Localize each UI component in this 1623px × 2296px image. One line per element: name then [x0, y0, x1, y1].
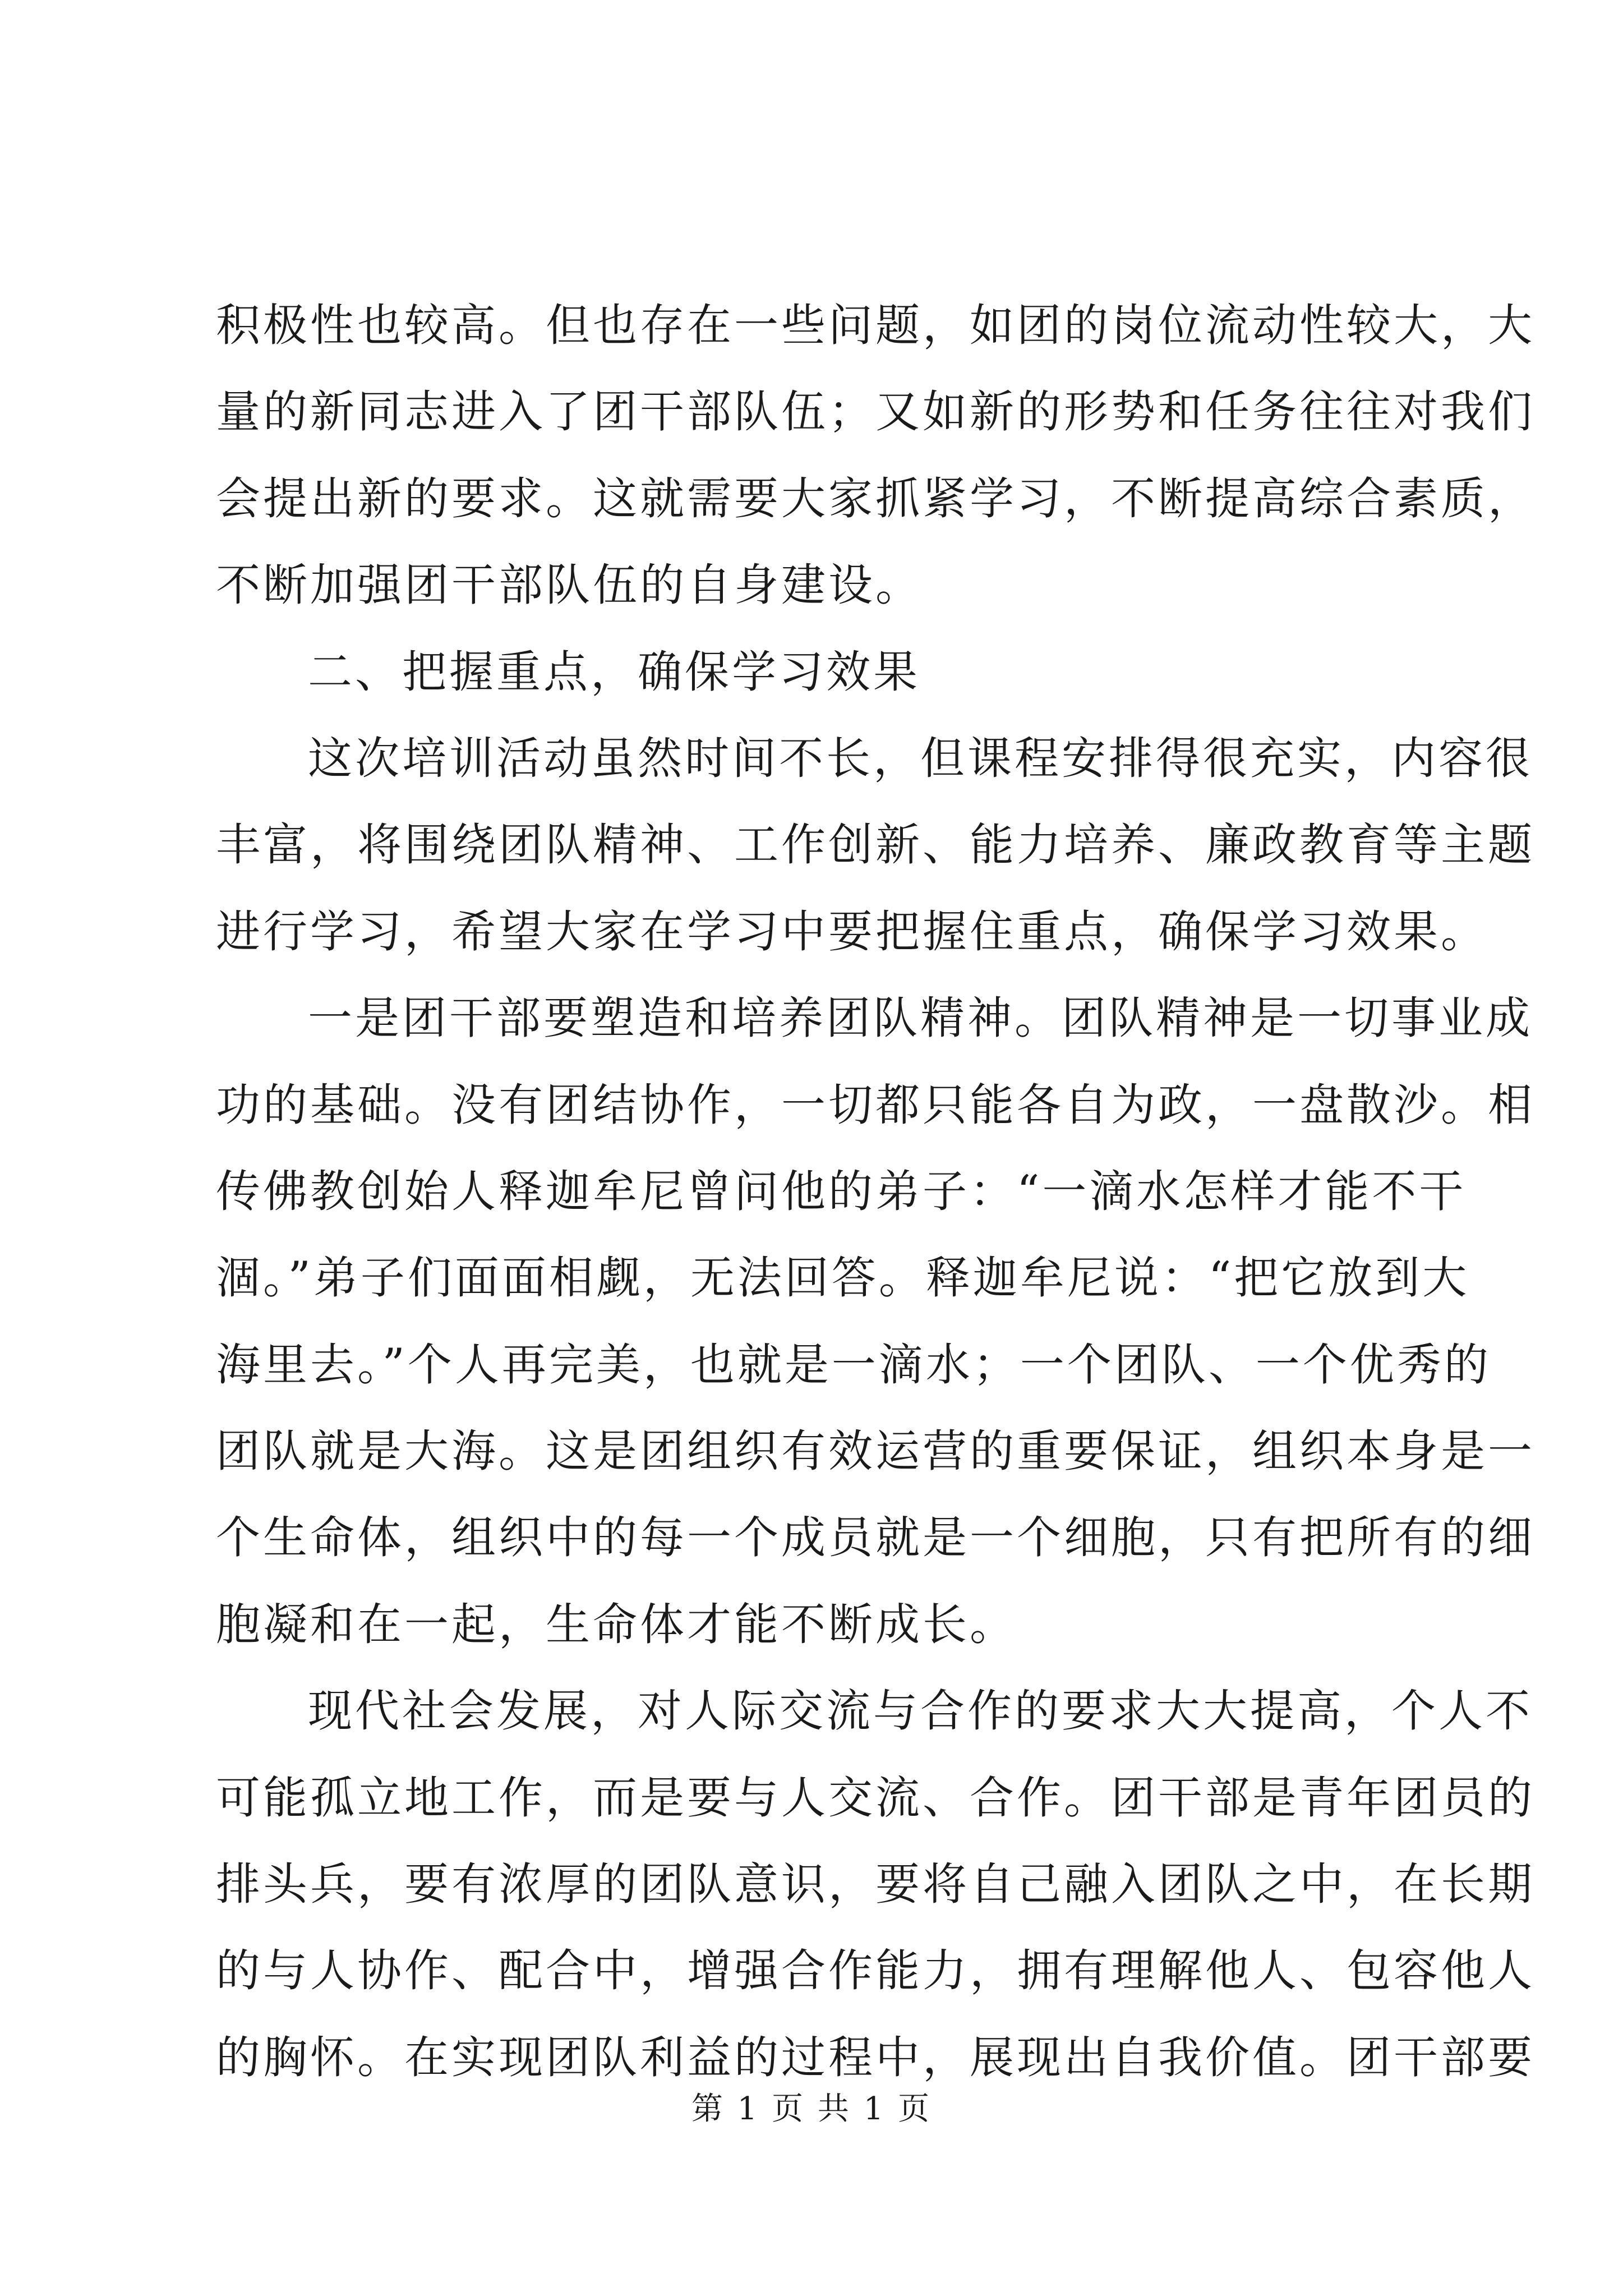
text-line: 传佛教创始人释迦牟尼曾问他的弟子：“一滴水怎样才能不干 — [216, 1165, 1467, 1217]
text-line: 的与人协作、配合中，增强合作能力，拥有理解他人、包容他人 — [216, 1945, 1535, 1997]
text-line: 团队就是大海。这是团组织有效运营的重要保证，组织本身是一 — [216, 1425, 1535, 1478]
text-line: 排头兵，要有浓厚的团队意识，要将自己融入团队之中，在长期 — [216, 1858, 1535, 1911]
text-line: 丰富，将围绕团队精神、工作创新、能力培养、廉政教育等主题 — [216, 819, 1535, 871]
text-line: 功的基础。没有团结协作，一切都只能各自为政，一盘散沙。相 — [216, 1079, 1535, 1131]
text-line: 个生命体，组织中的每一个成员就是一个细胞，只有把所有的细 — [216, 1512, 1535, 1564]
text-line: 的胸怀。在实现团队利益的过程中，展现出自我价值。团干部要 — [216, 2031, 1535, 2083]
text-line: 胞凝和在一起，生命体才能不断成长。 — [216, 1598, 1017, 1650]
text-line: 可能孤立地工作，而是要与人交流、合作。团干部是青年团员的 — [216, 1772, 1535, 1824]
text-line: 这次培训活动虽然时间不长，但课程安排得很充实，内容很 — [308, 732, 1533, 784]
text-line: 一是团干部要塑造和培养团队精神。团队精神是一切事业成 — [308, 992, 1533, 1045]
text-line: 量的新同志进入了团干部队伍；又如新的形势和任务往往对我们 — [216, 386, 1535, 438]
text-line: 会提出新的要求。这就需要大家抓紧学习，不断提高综合素质， — [216, 472, 1535, 524]
page-number-label: 第 1 页 共 1 页 — [691, 2091, 932, 2127]
document-body — [216, 297, 1535, 2116]
text-line: 积极性也较高。但也存在一些问题，如团的岗位流动性较大，大 — [216, 300, 1535, 351]
section-heading: 二、把握重点，确保学习效果 — [308, 646, 920, 698]
text-line: 不断加强团干部队伍的自身建设。 — [216, 559, 923, 611]
text-line: 涸。”弟子们面面相觑，无法回答。释迦牟尼说：“把它放到大 — [216, 1252, 1470, 1304]
text-line: 进行学习，希望大家在学习中要把握住重点，确保学习效果。 — [216, 905, 1488, 958]
page-footer — [0, 2087, 1623, 2132]
text-line: 现代社会发展，对人际交流与合作的要求大大提高，个人不 — [308, 1685, 1533, 1737]
text-line: 海里去。”个人再完美，也就是一滴水；一个团队、一个优秀的 — [216, 1338, 1491, 1391]
